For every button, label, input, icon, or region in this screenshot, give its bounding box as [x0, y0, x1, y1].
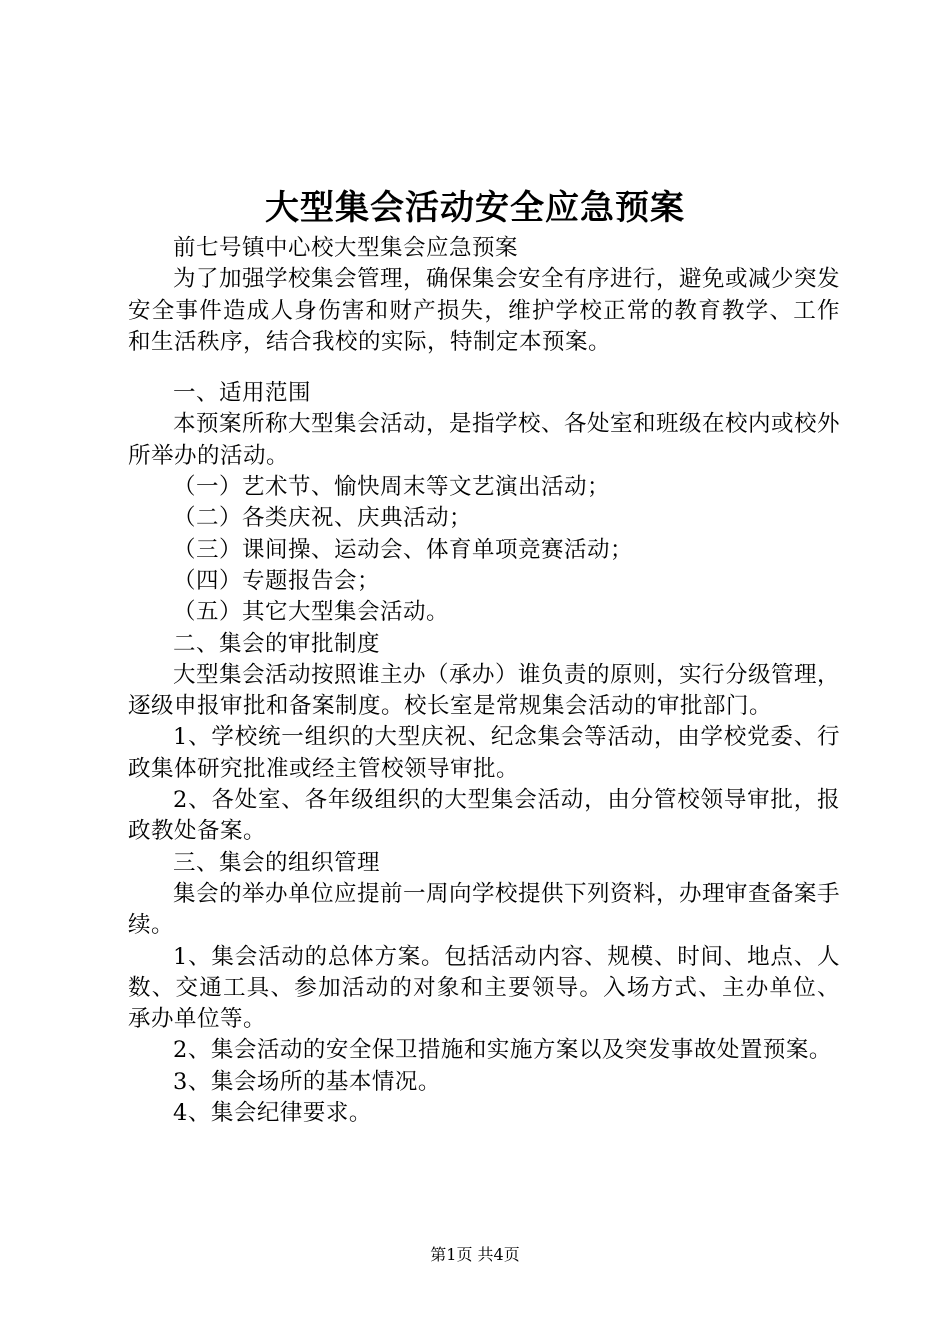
- paragraph-subtitle: 前七号镇中心校大型集会应急预案: [173, 235, 519, 261]
- page-footer: 第1页 共4页: [430, 1245, 520, 1264]
- document-body: [128, 233, 840, 1129]
- list-item: 1、集会活动的总体方案。包括活动内容、规模、时间、地点、人数、交通工具、参加活动的对象和主要领导。入场方式、主办单位、承办单位等。: [128, 943, 840, 1033]
- section-heading-approval: 二、集会的审批制度: [173, 630, 381, 657]
- list-item: （三）课间操、运动会、体育单项竞赛活动；: [173, 536, 634, 563]
- paragraph-intro: 为了加强学校集会管理，确保集会安全有序进行，避免或减少突发安全事件造成人身伤害和财产损失，维护学校正常的教育教学、工作和生活秩序，结合我校的实际，特制定本预案。: [128, 266, 841, 355]
- paragraph-scope: 本预案所称大型集会活动，是指学校、各处室和班级在校内或校外所举办的活动。: [128, 411, 841, 469]
- list-item: （五）其它大型集会活动。: [173, 599, 450, 626]
- paragraph-organization: 集会的举办单位应提前一周向学校提供下列资料，办理审查备案手续。: [128, 880, 841, 939]
- section-heading-scope: 一、适用范围: [173, 380, 312, 407]
- list-item: 3、集会场所的基本情况。: [173, 1068, 441, 1095]
- list-item: 4、集会纪律要求。: [173, 1100, 372, 1127]
- list-item: （一）艺术节、愉快周末等文艺演出活动；: [173, 474, 611, 501]
- list-item: 1、学校统一组织的大型庆祝、纪念集会等活动，由学校党委、行政集体研究批准或经主管校领导审批。: [128, 724, 840, 782]
- paragraph-approval: 大型集会活动按照谁主办（承办）谁负责的原则，实行分级管理，逐级申报审批和备案制度。校长室是常规集会活动的审批部门。: [128, 661, 841, 720]
- document-title: 大型集会活动安全应急预案: [265, 188, 685, 228]
- list-item: （四）专题报告会；: [173, 567, 381, 594]
- list-item: 2、各处室、各年级组织的大型集会活动，由分管校领导审批，报政教处备案。: [128, 787, 840, 845]
- list-item: 2、集会活动的安全保卫措施和实施方案以及突发事故处置预案。: [173, 1037, 832, 1064]
- section-heading-organization: 三、集会的组织管理: [173, 849, 381, 876]
- list-item: （二）各类庆祝、庆典活动；: [173, 505, 473, 532]
